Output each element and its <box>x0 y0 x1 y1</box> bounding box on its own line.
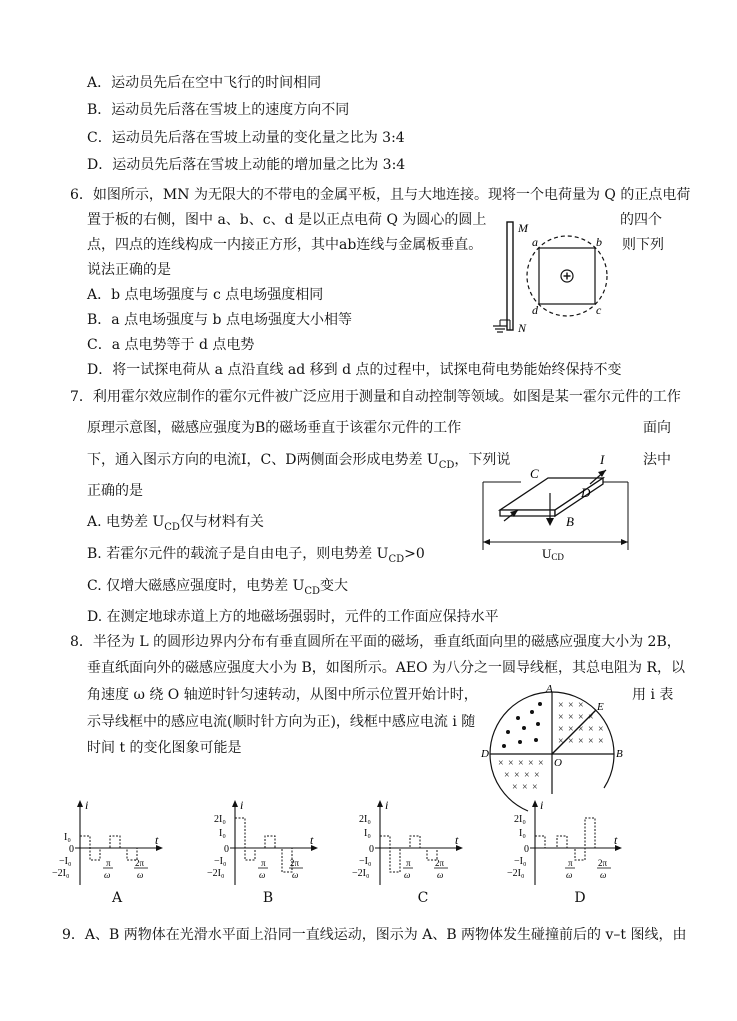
label-d: D <box>481 748 489 760</box>
svg-text:2I₀: 2I₀ <box>514 814 526 825</box>
graph-a <box>52 798 165 890</box>
svg-text:0: 0 <box>524 844 529 855</box>
graph-d <box>507 798 625 890</box>
svg-text:×: × <box>504 770 510 781</box>
svg-text:×: × <box>578 712 584 723</box>
svg-text:i: i <box>540 798 544 812</box>
q8-stem-line3: 角速度 ω 绕 O 轴逆时针匀速转动，从图中所示位置开始计时， <box>87 687 478 703</box>
svg-text:×: × <box>588 712 594 723</box>
label-b: b <box>596 235 602 249</box>
graph-c <box>352 798 465 890</box>
q7-stem-line3: 下，通入图示方向的电流I，C、D两侧面会形成电势差 $U_{CD}$，下列说 <box>87 452 511 471</box>
label-u: UCD <box>542 546 564 562</box>
label-n: N <box>518 321 527 335</box>
tick-zero: 0 <box>69 844 74 855</box>
svg-text:ω: ω <box>104 870 111 880</box>
svg-text:ω: ω <box>292 870 299 880</box>
label-d: d <box>532 303 538 317</box>
q8-stem-line4: 示导线框中的感应电流(顺时针方向为正)，线框中感应电流 i 随 <box>87 714 476 730</box>
svg-text:×: × <box>598 736 604 747</box>
svg-text:2π: 2π <box>290 858 300 868</box>
q6-option-b: B．a 点电场强度与 b 点电场强度大小相等 <box>87 312 352 328</box>
svg-text:ω: ω <box>566 870 573 880</box>
q6-option-d: D．将一试探电荷从 a 点沿直线 ad 移到 d 点的过程中，试探电荷电势能始终保持不变 <box>87 362 622 378</box>
label-d: D <box>581 485 591 500</box>
q7-stem-line3-end: 法中 <box>643 452 671 468</box>
q6-figure <box>492 212 622 340</box>
svg-text:×: × <box>588 724 594 735</box>
svg-text:×: × <box>558 700 564 711</box>
q6-option-c: C．a 点电势等于 d 点电势 <box>87 337 255 353</box>
q8-stem-line3-end: 用 i 表 <box>632 687 674 703</box>
q9-stem-line1: 9．A、B 两物体在光滑水平面上沿同一直线运动，图示为 A、B 两物体发生碰撞前后的 v–t 图线，由 <box>62 927 687 943</box>
label-i: I <box>600 452 605 467</box>
svg-text:ω: ω <box>600 870 607 880</box>
label-c: c <box>596 303 602 317</box>
q7-option-a: A. 电势差 $U_{CD}$仅与材料有关 <box>87 514 264 533</box>
graph-caption-a: A <box>111 890 123 906</box>
q7-stem-line1: 7．利用霍尔效应制作的霍尔元件被广泛应用于测量和自动控制等领域。如图是某一霍尔元件的工作 <box>70 389 681 405</box>
q5-option-b: B．运动员先后落在雪坡上的速度方向不同 <box>87 102 350 118</box>
svg-text:×: × <box>558 712 564 723</box>
q5-option-a: A．运动员先后在空中飞行的时间相同 <box>87 75 322 91</box>
svg-text:×: × <box>534 770 540 781</box>
q6-option-a: A．b 点电场强度与 c 点电场强度相同 <box>87 287 324 303</box>
svg-text:×: × <box>512 782 518 793</box>
svg-text:ω: ω <box>259 870 266 880</box>
q6-stem-line2: 置于板的右侧，图中 a、b、c、d 是以正点电荷 Q 为圆心的圆上 <box>87 212 487 228</box>
q8-stem-line5: 时间 t 的变化图象可能是 <box>87 740 242 756</box>
svg-text:t: t <box>455 833 459 847</box>
svg-text:−I₀: −I₀ <box>359 856 372 867</box>
svg-text:×: × <box>522 782 528 793</box>
svg-text:×: × <box>598 724 604 735</box>
svg-text:×: × <box>568 724 574 735</box>
svg-text:π: π <box>106 858 111 868</box>
svg-text:π: π <box>261 858 266 868</box>
svg-text:t: t <box>614 833 618 847</box>
field-out-dots <box>502 702 542 748</box>
svg-text:−2I₀: −2I₀ <box>207 868 225 879</box>
q7-stem-line4: 正确的是 <box>87 483 143 499</box>
svg-text:×: × <box>528 758 534 769</box>
svg-text:ω: ω <box>404 870 411 880</box>
tick-neg-2i0: −2I₀ <box>52 868 70 879</box>
svg-text:−I₀: −I₀ <box>214 856 227 867</box>
svg-text:×: × <box>538 758 544 769</box>
svg-text:2π: 2π <box>135 858 145 868</box>
svg-text:0: 0 <box>369 844 374 855</box>
label-c: C <box>530 466 539 481</box>
svg-text:ω: ω <box>137 870 144 880</box>
graph-b <box>207 798 320 890</box>
svg-text:×: × <box>518 758 524 769</box>
tick-i0: I₀ <box>64 832 71 843</box>
svg-text:i: i <box>385 798 389 812</box>
svg-text:−I₀: −I₀ <box>514 856 527 867</box>
q7-figure <box>478 448 638 562</box>
q6-stem-line3: 点，四点的连线构成一内接正方形，其中ab连线与金属板垂直。 <box>87 237 483 253</box>
svg-text:×: × <box>568 736 574 747</box>
svg-text:2I₀: 2I₀ <box>359 814 371 825</box>
graph-caption-d: D <box>574 890 586 906</box>
graph-caption-c: C <box>417 890 429 906</box>
label-o: O <box>554 757 562 769</box>
svg-text:2I₀: 2I₀ <box>214 814 226 825</box>
svg-text:×: × <box>514 770 520 781</box>
svg-text:2π: 2π <box>435 858 445 868</box>
q6-stem-line3-end: 则下列 <box>622 237 664 253</box>
field-in-crosses <box>498 700 604 793</box>
svg-text:×: × <box>578 700 584 711</box>
svg-text:×: × <box>568 712 574 723</box>
svg-text:×: × <box>558 736 564 747</box>
label-a: A <box>546 683 553 695</box>
axis-t: t <box>155 833 159 847</box>
q6-stem-line1: 6．如图所示，MN 为无限大的不带电的金属平板，且与大地连接。现将一个电荷量为 Q 的正点电荷 <box>70 187 691 203</box>
svg-text:I₀: I₀ <box>364 828 371 839</box>
svg-text:−2I₀: −2I₀ <box>352 868 370 879</box>
svg-text:×: × <box>508 758 514 769</box>
svg-text:π: π <box>406 858 411 868</box>
svg-text:0: 0 <box>224 844 229 855</box>
q8-stem-line2: 垂直纸面向外的磁感应强度大小为 B，如图所示。AEO 为八分之一圆导线框，其总电阻为 R，以 <box>87 660 685 676</box>
q7-option-b: B. 若霍尔元件的载流子是自由电子，则电势差 $U_{CD}>0$ <box>87 546 425 565</box>
q6-stem-line2-end: 的四个 <box>620 212 662 228</box>
svg-text:−2I₀: −2I₀ <box>507 868 525 879</box>
label-m: M <box>518 221 528 235</box>
label-e: E <box>597 701 604 713</box>
q7-stem-line2-end: 面向 <box>643 420 671 436</box>
svg-text:×: × <box>578 724 584 735</box>
q8-figure <box>480 683 630 794</box>
metal-plate <box>507 222 513 330</box>
svg-text:i: i <box>240 798 244 812</box>
svg-text:×: × <box>532 782 538 793</box>
ground-symbol <box>493 326 507 332</box>
q7-option-d: D. 在测定地球赤道上方的地磁场强弱时，元件的工作面应保持水平 <box>87 609 499 625</box>
label-b: B <box>566 514 574 529</box>
label-a: a <box>532 235 538 249</box>
graph-caption-b: B <box>262 890 274 906</box>
q5-option-c: C．运动员先后落在雪坡上动量的变化量之比为 3:4 <box>87 130 405 146</box>
q7-option-c: C. 仅增大磁感应强度时，电势差 $U_{CD}$变大 <box>87 578 349 597</box>
svg-text:×: × <box>578 736 584 747</box>
svg-text:×: × <box>568 700 574 711</box>
axis-i: i <box>85 798 89 812</box>
svg-text:×: × <box>588 736 594 747</box>
svg-text:ω: ω <box>437 870 444 880</box>
q8-stem-line1: 8．半径为 L 的圆形边界内分布有垂直圆所在平面的磁场，垂直纸面向里的磁感应强度大小为 2B， <box>70 634 681 650</box>
svg-text:2π: 2π <box>598 858 608 868</box>
label-b: B <box>616 748 623 760</box>
svg-text:×: × <box>498 758 504 769</box>
svg-text:t: t <box>310 833 314 847</box>
svg-text:I₀: I₀ <box>219 828 226 839</box>
svg-text:×: × <box>524 770 530 781</box>
svg-text:π: π <box>568 858 573 868</box>
q7-stem-line2: 原理示意图，磁感应强度为B的磁场垂直于该霍尔元件的工作 <box>87 420 462 436</box>
svg-text:×: × <box>558 724 564 735</box>
q6-stem-line4: 说法正确的是 <box>87 262 171 278</box>
tick-neg-i0: −I₀ <box>59 856 72 867</box>
q5-option-d: D．运动员先后落在雪坡上动能的增加量之比为 3:4 <box>87 157 406 173</box>
svg-text:I₀: I₀ <box>519 828 526 839</box>
